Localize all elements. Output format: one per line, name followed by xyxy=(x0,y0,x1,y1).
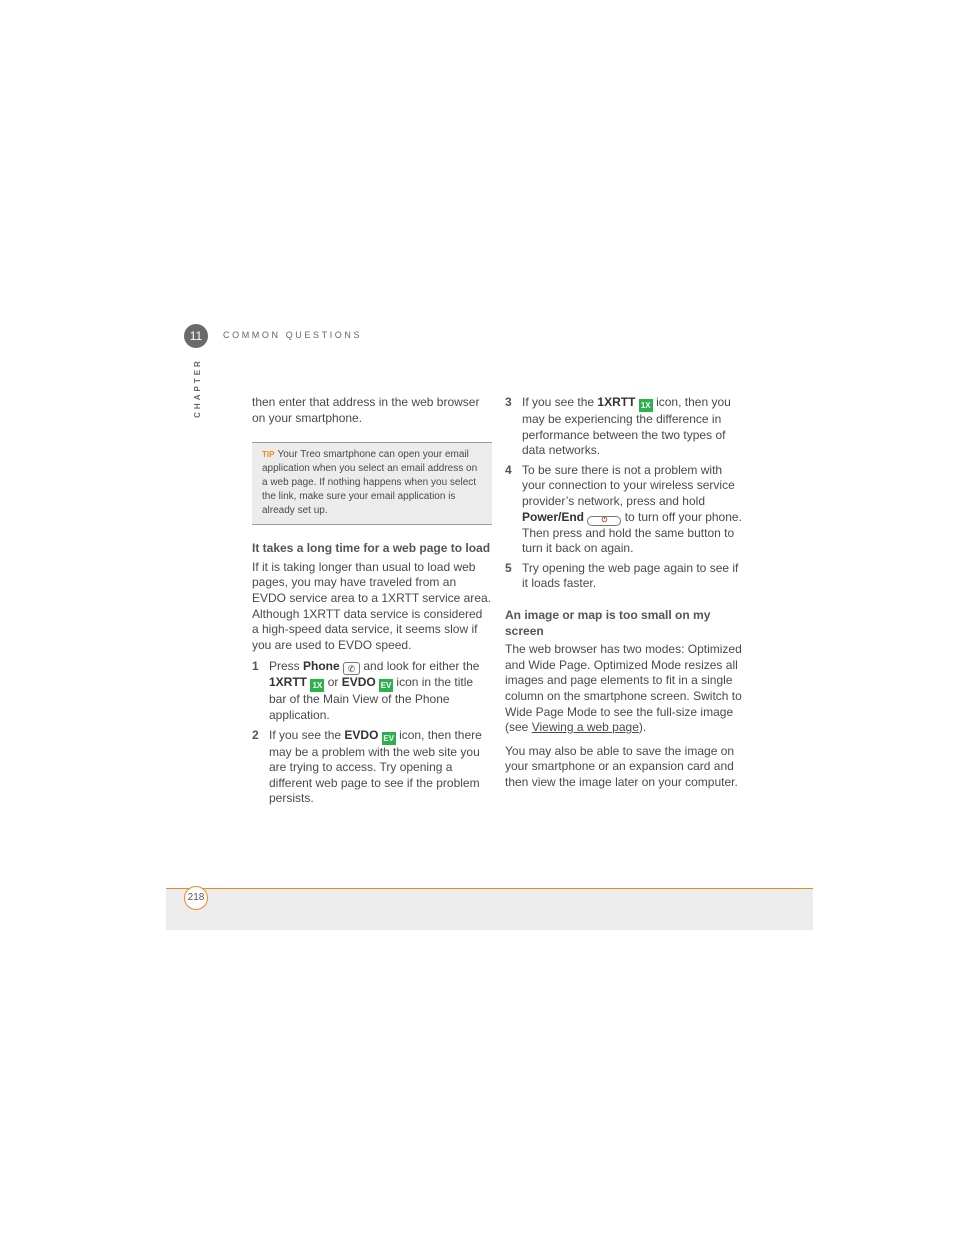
step-text: To be sure there is not a problem with your connection to your wireless service provider’s network, press and hold Power/End ⏻ to turn off your phone. Then press and hold the same button to turn it back on again. xyxy=(522,462,742,556)
step-item xyxy=(505,463,745,557)
step-item xyxy=(505,561,745,592)
tip-text: Your Treo smartphone can open your email application when you select an email address on a web page. If nothing happens when you select the link, make sure your email application is already set up. xyxy=(262,449,478,517)
power-end-icon: ⏻ xyxy=(587,516,621,526)
step-number: 4 xyxy=(505,462,512,477)
step-item xyxy=(252,659,492,723)
right-column xyxy=(505,395,745,790)
section-heading-image-small: An image or map is too small on my screen xyxy=(505,607,711,638)
steps-list-left xyxy=(252,659,492,807)
section-heading-slow-load: It takes a long time for a web page to load xyxy=(252,541,491,556)
footer-band xyxy=(166,888,813,930)
1xrtt-icon: 1X xyxy=(639,399,653,412)
step-text: If you see the EVDO EV icon, then there may be a problem with the web site you are trying to access. Try opening a different web page to see if the problem persists. xyxy=(269,727,482,806)
intro-paragraph: then enter that address in the web browser on your smartphone. xyxy=(252,395,480,425)
step-text: Try opening the web page again to see if it loads faster. xyxy=(522,560,739,591)
step-number: 2 xyxy=(252,727,259,742)
1xrtt-icon: 1X xyxy=(310,679,324,692)
section-body-save-image: You may also be able to save the image on your smartphone or an expansion card and then view the image later on your computer. xyxy=(505,743,738,789)
step-item xyxy=(505,395,745,459)
step-text: Press Phone ✆ and look for either the 1XRTT 1X or EVDO EV icon in the title bar of the Main View of the Phone application. xyxy=(269,659,480,722)
step-item xyxy=(252,728,492,807)
tip-label: TIP xyxy=(262,450,275,460)
step-text: If you see the 1XRTT 1X icon, then you may be experiencing the difference in performance between the two types of data networks. xyxy=(522,395,731,458)
steps-list-right xyxy=(505,395,745,592)
page-number: 218 xyxy=(184,886,208,910)
viewing-web-page-link[interactable]: Viewing a web page xyxy=(531,720,639,735)
step-number: 1 xyxy=(252,659,259,674)
chapter-vertical-label: CHAPTER xyxy=(193,358,202,418)
chapter-title: COMMON QUESTIONS xyxy=(223,330,363,340)
evdo-icon: EV xyxy=(383,733,395,743)
phone-icon: ✆ xyxy=(343,662,360,675)
chapter-number-badge: 11 xyxy=(184,324,208,348)
step-number: 3 xyxy=(505,395,512,409)
left-column xyxy=(252,395,492,811)
section-body-slow-load: If it is taking longer than usual to load web pages, you may have traveled from an EVDO service area to a 1XRTT service area. Although 1XRTT data service is considered a high-speed data service, it seems slow if you are used to EVDO speed. xyxy=(252,559,491,652)
evdo-icon: EV xyxy=(380,681,392,691)
section-body-image-small: The web browser has two modes: Optimized and Wide Page. Optimized Mode resizes all images and page elements to fit in a single column on the smartphone screen. Switch to Wide Page Mode to see the full-size image (see Viewing a web page). xyxy=(505,642,742,735)
step-number: 5 xyxy=(505,560,512,575)
tip-box xyxy=(252,442,492,525)
